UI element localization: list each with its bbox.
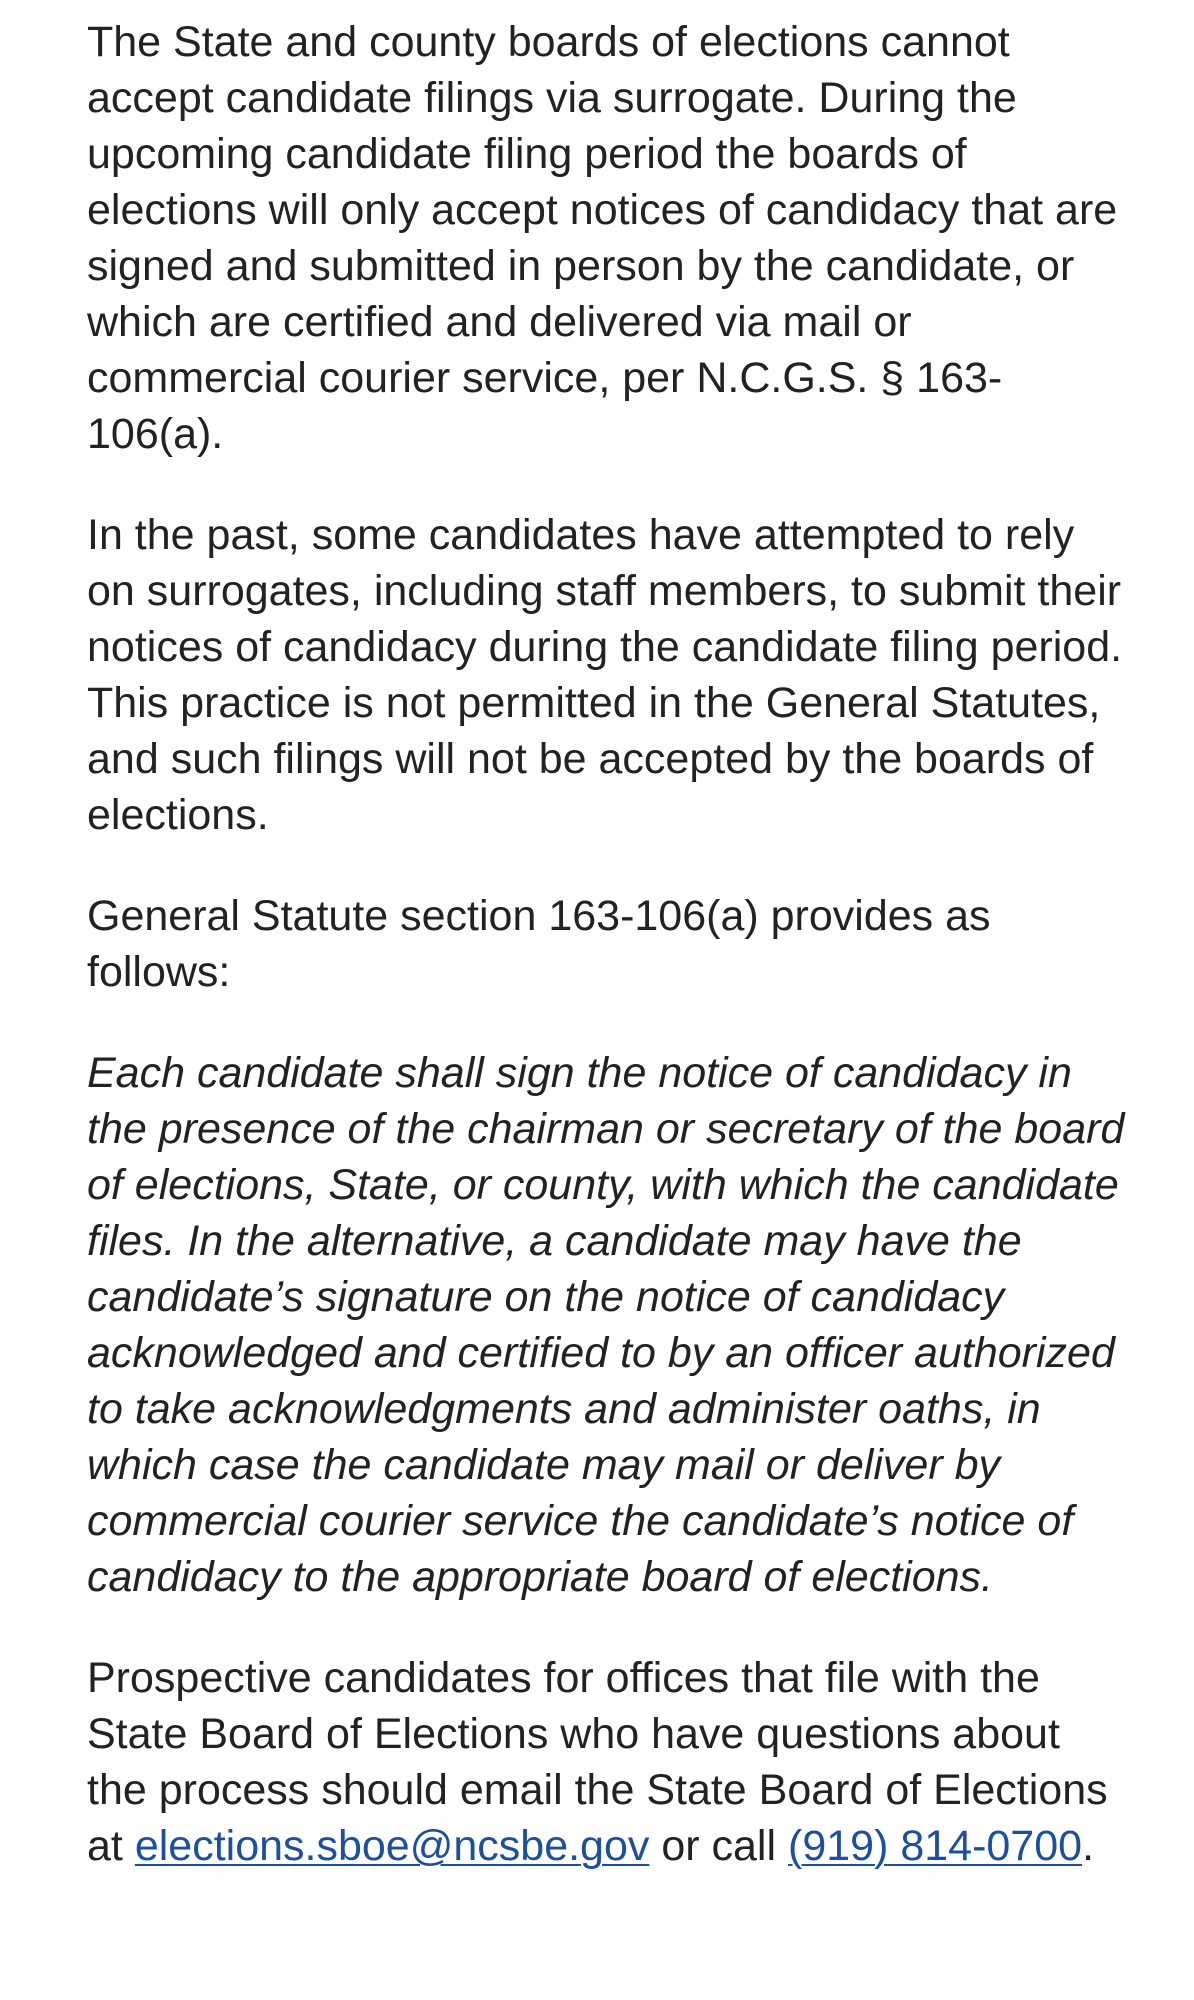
paragraph-contact — [87, 1650, 1127, 1874]
phone-link[interactable]: (919) 814-0700 — [788, 1822, 1083, 1870]
paragraph-past-practice: In the past, some candidates have attempted to rely on surrogates, including staff members, to submit their notices of candidacy during the candidate filing period. This practice is not permitted in the General Statutes, and such filings will not be accepted by the boards of elections. — [87, 511, 1123, 839]
statute-quote: Each candidate shall sign the notice of candidacy in the presence of the chairman or secretary of the board of elections, State, or county, with which the candidate files. In the alternative, a candidate may have the candidate’s signature on the notice of candidacy acknowledged and certified to by an officer authorized to take acknowledgments and administer oaths, in which case the candidate may mail or deliver by commercial courier service the candidate’s notice of candidacy to the appropriate board of elections. — [87, 1049, 1125, 1601]
paragraph-surrogate-filings: The State and county boards of elections cannot accept candidate filings via surrogate. During the upcoming candidate filing period the boards of elections will only accept notices of candidacy that are signed and submitted in person by the candidate, or which are certified and delivered via mail or commercial courier service, per N.C.G.S. § 163-106(a). — [87, 18, 1118, 458]
contact-text-between: or call — [649, 1822, 788, 1870]
email-link[interactable]: elections.sboe@ncsbe.gov — [134, 1822, 650, 1870]
contact-text-before-email: Prospective candidates for offices that file with the State Board of Elections who have questions about the process should email the State Board of Elections at — [87, 1654, 1108, 1870]
contact-text-after: . — [1082, 1822, 1095, 1870]
paragraph-statute-intro: General Statute section 163-106(a) provides as follows: — [87, 892, 991, 996]
article-body — [87, 14, 1127, 1919]
